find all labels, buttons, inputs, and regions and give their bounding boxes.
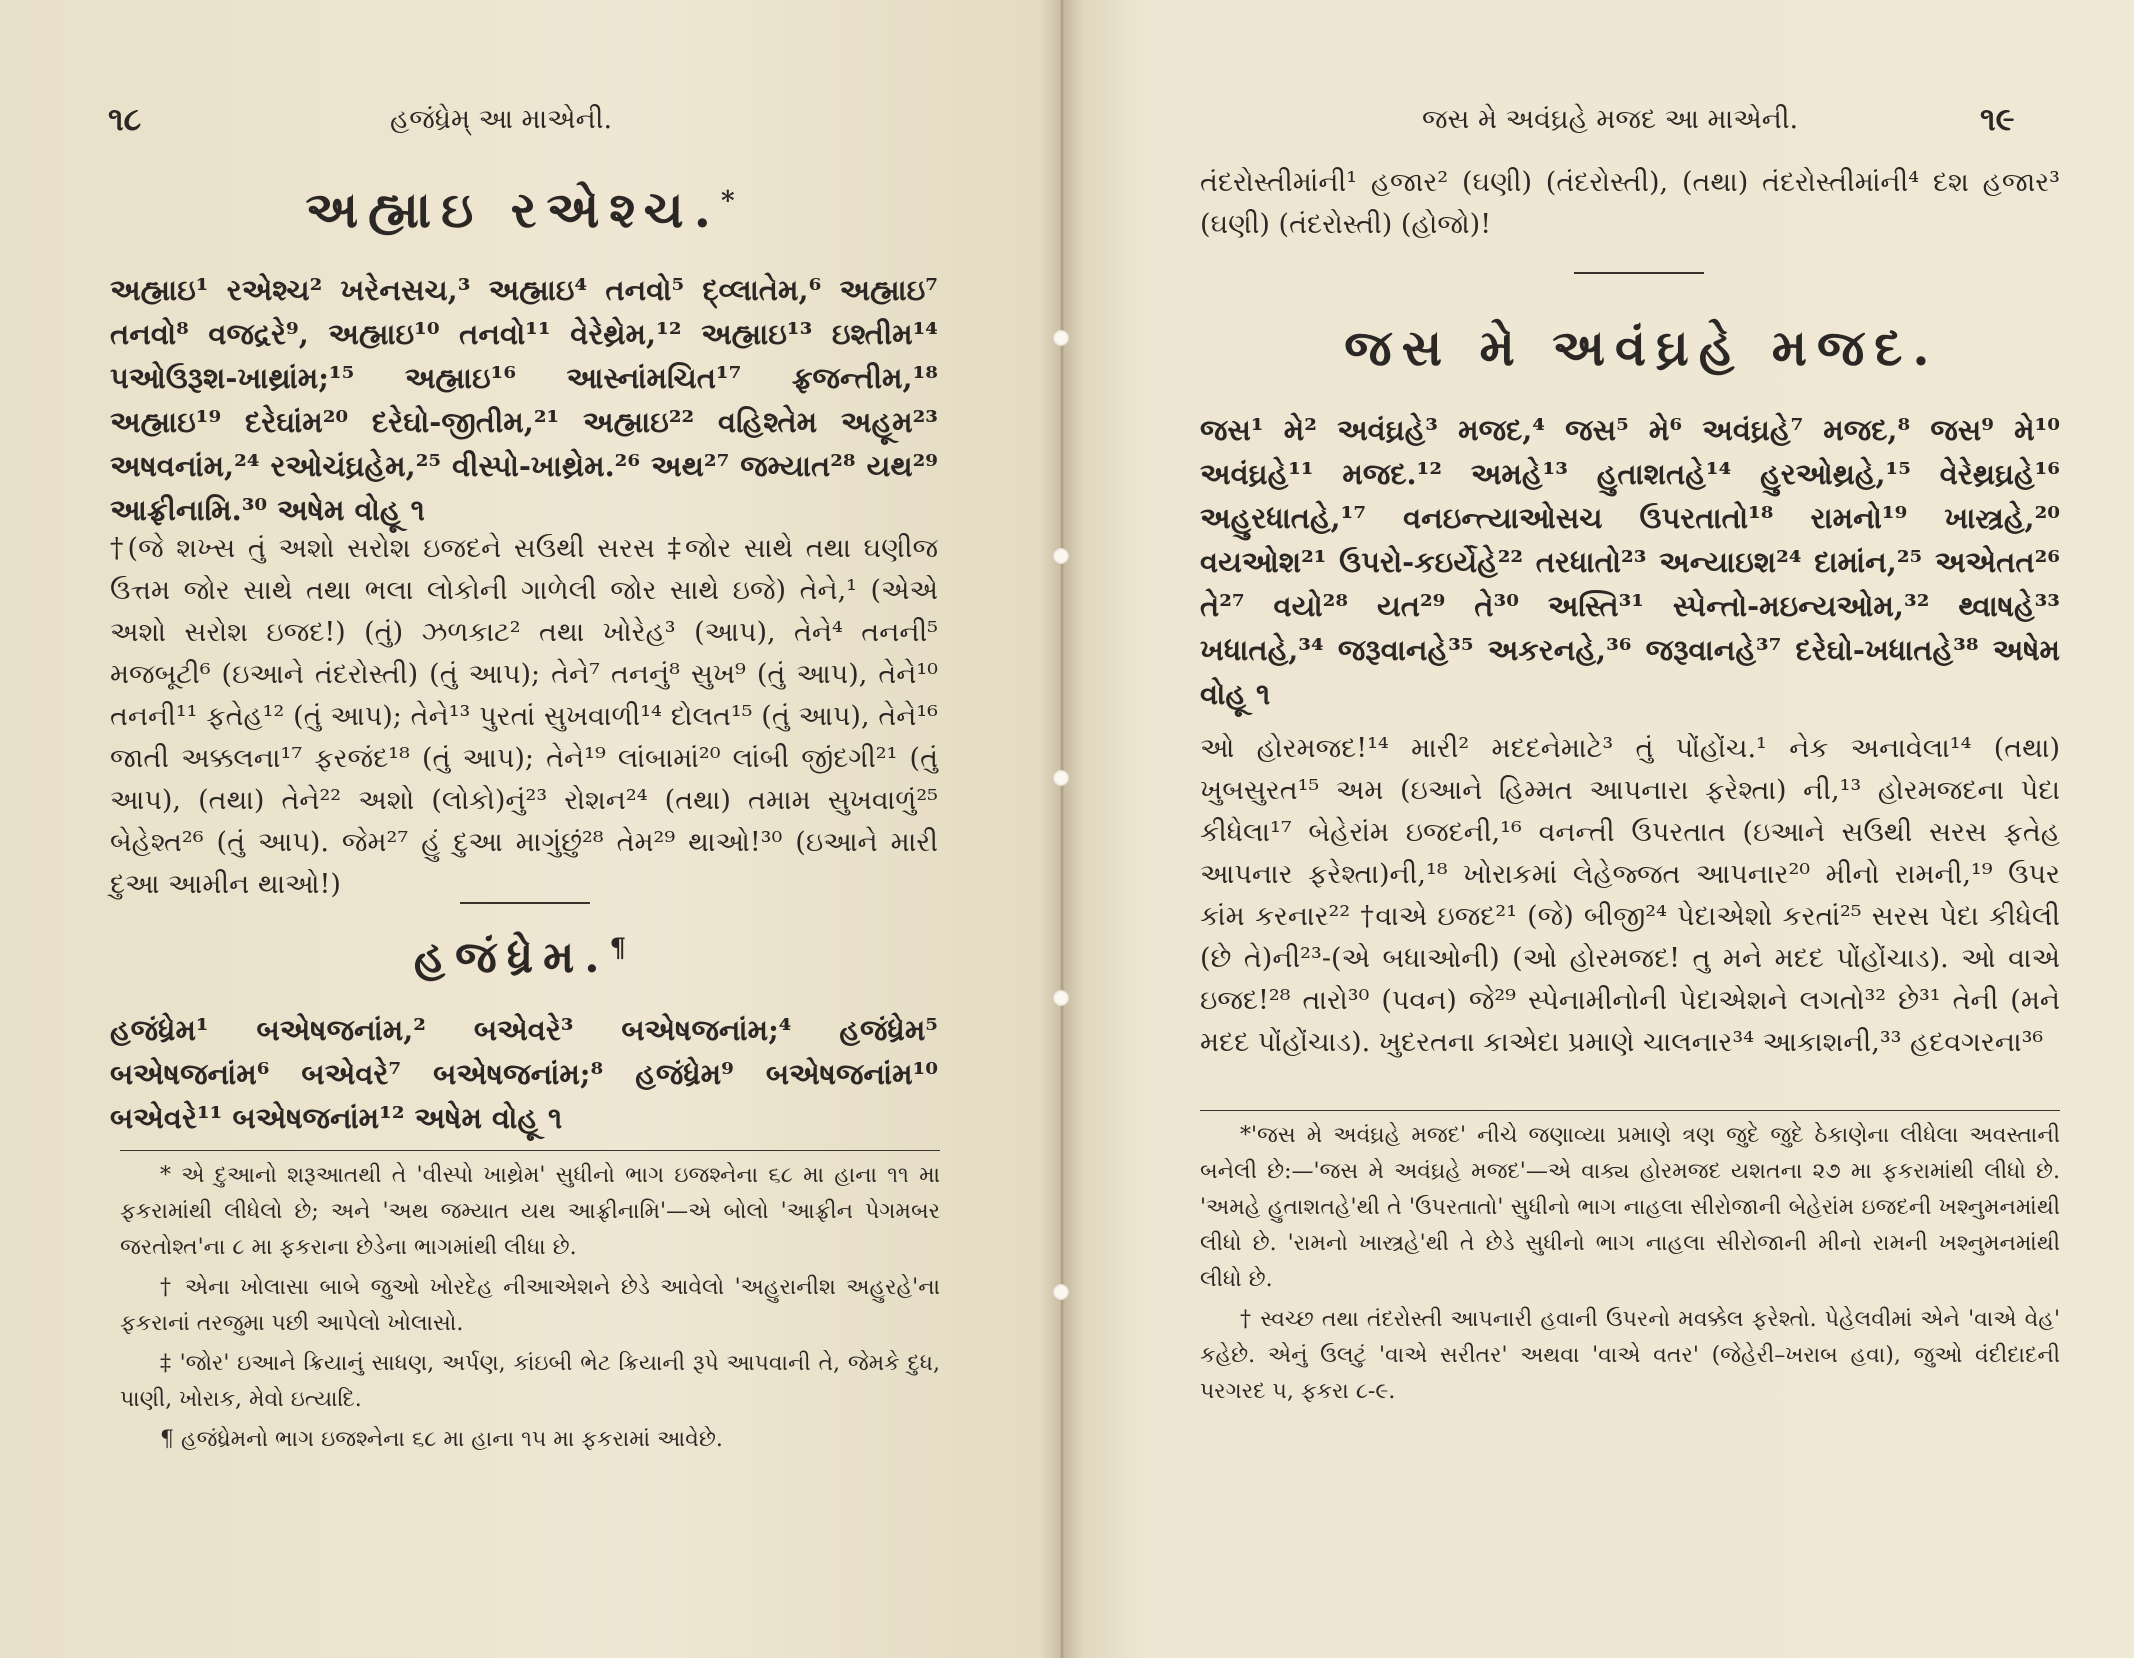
book-gutter: [1040, 0, 1084, 1658]
gujarati-translation: †(જે શખ્સ તું અશો સરોશ ઇજદને સઉથી સરસ ‡જોર સાથે તથા ઘણીજ ઉત્તમ જોર સાથે તથા ભલા લોકોની ગાળેલી જોર સાથે ઇજે) તેને,¹ (એએ અશો સરોશ ઇજદ!) (તું) ઝળકાટ² તથા ખોરેહ³ (આપ), તેને⁴ તનની⁵ મજબૂટી⁶ (ઇઆને તંદરોસ્તી) (તું આપ); તેને⁷ તનનું⁸ સુખ⁹ (તું આપ), તેને¹⁰ તનની¹¹ ફતેહ¹² (તું આપ); તેને¹³ પુરતાં સુખવાળી¹⁴ દોલત¹⁵ (તું આપ), તેને¹⁶ જાતી અક્કલના¹⁷ ફરજંદ¹⁸ (તું આપ); તેને¹⁹ લાંબામાં²⁰ લાંબી જીંદગી²¹ (તું આપ), (તથા) તેને²² અશો (લોકો)નું²³ રોશન²⁴ (તથા) તમામ સુખવાળું²⁵ બેહેશ્ત²⁶ (તું આપ). જેમ²⁷ હું દુઆ માગુંછું²⁸ તેમ²⁹ થાઓ!³⁰ (ઇઆને મારી દુઆ આમીન થાઓ!): [110, 533, 938, 900]
section-divider: [1574, 272, 1704, 274]
footnotes: [1200, 1118, 2060, 1414]
left-page: [0, 0, 1062, 1658]
section-title: [240, 180, 800, 240]
footnote-rule: [120, 1150, 940, 1151]
binding-hole: [1053, 330, 1069, 346]
avesta-verse: અહ્માઇ¹ રએશ્ચ² ખરેનસચ,³ અહ્માઇ⁴ તનવો⁵ દ્વ્લાતેમ,⁶ અહ્માઇ⁷ તનવો⁸ વજદ્રરે⁹, અહ્માઇ¹⁰ તનવો¹¹ વેરેથ્રેમ,¹² અહ્માઇ¹³ ઇશ્તીમ¹⁴ પઓઉરૂશ-ખાથ્રાંમ;¹⁵ અહ્માઇ¹⁶ આસ્નાંમચિત¹⁷ ફ્રજન્તીમ,¹⁸ અહ્માઇ¹⁹ દરેઘાંમ²⁰ દરેઘો-જીતીમ,²¹ અહ્માઇ²² વહિશ્તેમ અહૂમ²³ અષવનાંમ,²⁴ રઓચંઘ્રહેમ,²⁵ વીસ્પો-ખાથ્રેમ.²⁶ અથ²⁷ જમ્યાત²⁸ યથ²⁹ આફ્રીનામિ.³⁰ અષેમ વોહૂ ૧: [110, 273, 938, 527]
binding-hole: [1053, 770, 1069, 786]
running-head: હજંધ્રેમ્ આ માએની.: [390, 104, 613, 135]
footnote: ‡ 'જોર' ઇઆને ક્રિયાનું સાધણ, અર્પણ, કાંઇબી ભેટ ક્રિયાની રૂપે આપવાની તે, જેમકે દુધ, પાણી, ખોરાક, મેવો ઇત્યાદિ.: [120, 1351, 940, 1412]
section-title-text: અહ્માઇ રએશ્ચ.: [305, 180, 722, 239]
binding-hole: [1053, 1284, 1069, 1300]
avesta-verse: જસ¹ મે² અવંઘ્રહે³ મજદ,⁴ જસ⁵ મે⁶ અવંઘ્રહે⁷ મજદ,⁸ જસ⁹ મે¹⁰ અવંઘ્રહે¹¹ મજદ.¹² અમહે¹³ હુતાશતહે¹⁴ હુરઓથ્રહે,¹⁵ વેરેથ્રઘ્રહે¹⁶ અહુરધાતહે,¹⁷ વનઇન્ત્યાઓસચ ઉપરતાતો¹⁸ રામનો¹⁹ ખાસ્ત્રહે,²⁰ વયઓશ²¹ ઉપરો-કઇર્યેહે²² તરધાતો²³ અન્યાઇશ²⁴ દામાંન,²⁵ અએતત²⁶ તે²⁷ વયો²⁸ યત²⁹ તે³⁰ અસ્તિ³¹ સ્પેન્તો-મઇન્યઓમ,³² થ્વાષહે³³ ખધાતહે,³⁴ જરૂવાનહે³⁵ અકરનહે,³⁶ જરૂવાનહે³⁷ દરેઘો-ખધાતહે³⁸ અષેમ વોહૂ ૧: [1200, 413, 2060, 711]
footnote-rule: [1200, 1110, 2060, 1111]
section-divider: [460, 902, 590, 904]
footnote: ¶ હજંધ્રેમનો ભાગ ઇજશ્નેના ૬૮ મા હાના ૧૫ મા ફકરામાં આવેછે.: [160, 1427, 723, 1452]
right-page: [1062, 0, 2134, 1658]
carryover-text: તંદરોસ્તીમાંની¹ હજાર² (ઘણી) (તંદરોસ્તી), (તથા) તંદરોસ્તીમાંની⁴ દશ હજાર³ (ઘણી) (તંદરોસ્તી) (હોજો)!: [1200, 167, 2060, 240]
binding-hole: [1053, 548, 1069, 564]
footnote: † સ્વચ્છ તથા તંદરોસ્તી આપનારી હવાની ઉપરનો મવક્કેલ ફરેશ્તો. પેહેલવીમાં એને 'વાએ વેહ' કહેછે. એનું ઉલટું 'વાએ સરીતર' અથવા 'વાએ વતર' (જેહેરી–ખરાબ હવા), જુઓ વંદીદાદની પરગરદ ૫, ફકરા ૮-૯.: [1200, 1307, 2060, 1404]
footnotes: [120, 1158, 940, 1462]
running-head: જસ મે અવંઘ્રહે મજદ આ માએની.: [1422, 104, 1799, 135]
footnote-mark: *: [721, 186, 735, 217]
page-number: ૧૯: [1980, 100, 2015, 138]
footnote: † એના ખોલાસા બાબે જુઓ ખોરદેહ નીઆએશને છેડે આવેલો 'અહુરાનીશ અહુરહે'ના ફકરાનાં તરજુમા પછી આપેલો ખોલાસો.: [120, 1275, 940, 1336]
footnote-mark: ¶: [609, 933, 627, 964]
footnote: * એ દુઆનો શરૂઆતથી તે 'વીસ્પો ખાથ્રેમ' સુધીનો ભાગ ઇજશ્નેના ૬૮ મા હાના ૧૧ મા ફકરામાંથી લીધેલો છે; અને 'અથ જમ્યાત યથ આફ્રીનામિ'—એ બોલો 'આફ્રીન પેગમબર જરતોશ્ત'ના ૮ મા ફકરાના છેડેના ભાગમાંથી લીધા છે.: [120, 1163, 940, 1260]
page-number: ૧૮: [108, 100, 142, 138]
footnote: *'જસ મે અવંઘ્રહે મજદ' નીચે જણાવ્યા પ્રમાણે ત્રણ જુદે જુદે ઠેકાણેના લીધેલા અવસ્તાની બનેલી છે:—'જસ મે અવંઘ્રહે મજદ'—એ વાક્ય હોરમજદ યશતના ૨૭ મા ફકરામાંથી લીધો છે. 'અમહે હુતાશતહે'થી તે 'ઉપરતાતો' સુધીનો ભાગ નાહલા સીરોજાની બેહેરાંમ ઇજદની ખશ્નુમનમાંથી લીધો છે. 'રામનો ખાસ્ત્રહે'થી તે છેડે સુધીનો ભાગ નાહલા સીરોજાની મીનો રામની ખશ્નુમનમાંથી લીધો છે.: [1200, 1123, 2060, 1292]
avesta-verse-2: હજંધ્રેમ¹ બએષજનાંમ,² બએવરે³ બએષજનાંમ;⁴ હજંધ્રેમ⁵ બએષજનાંમ⁶ બએવરે⁷ બએષજનાંમ;⁸ હજંધ્રેમ⁹ બએષજનાંમ¹⁰ બએવરે¹¹ બએષજનાંમ¹² અષેમ વોહૂ ૧: [110, 1013, 938, 1135]
section-title-2: [300, 932, 740, 983]
binding-hole: [1053, 990, 1069, 1006]
section-title: જસ મે અવંઘ્રહે મજદ.: [1344, 318, 1940, 377]
gujarati-translation: ઓ હોરમજદ!¹⁴ મારી² મદદનેમાટે³ તું પોંહોંચ.¹ નેક અનાવેલા¹⁴ (તથા) ખુબસુરત¹⁵ અમ (ઇઆને હિમ્મત આપનારા ફરેશ્તા) ની,¹³ હોરમજદના પેદા કીધેલા¹⁷ બેહેરાંમ ઇજદની,¹⁶ વનન્તી ઉપરતાત (ઇઆને સઉથી સરસ ફતેહ આપનાર ફરેશ્તા)ની,¹⁸ ખોરાકમાં લેહેજ્જત આપનાર²⁰ મીનો રામની,¹⁹ ઉપર કાંમ કરનાર²² †વાએ ઇજદ²¹ (જે) બીજી²⁴ પેદાએશો કરતાં²⁵ સરસ પેદા કીધેલી (છે તે)ની²³-(એ બધાઓની) (ઓ હોરમજદ! તુ મને મદદ પોંહોંચાડ). ઓ વાએ ઇજદ!²⁸ તારો³⁰ (પવન) જે²⁹ સ્પેનામીનોની પેદાએશને લગતો³² છે³¹ તેની (મને મદદ પોંહોંચાડ). ખુદરતના કાએદા પ્રમાણે ચાલનાર³⁴ આકાશની,³³ હદવગરના³⁶: [1200, 733, 2060, 1058]
section-title-2-text: હજંધ્રેમ.: [413, 932, 610, 983]
